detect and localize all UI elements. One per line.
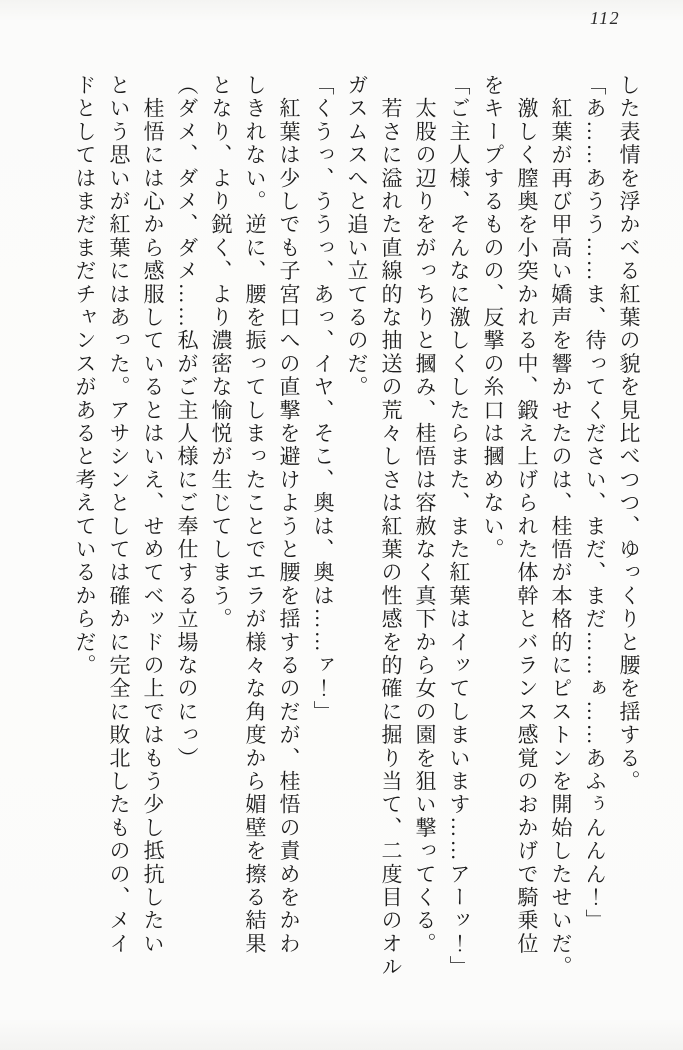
text-line: 桂悟には心から感服しているとはいえ、せめてベッドの上ではもう少し抵抗したい — [141, 74, 165, 956]
text-line: ドとしてはまだまだチャンスがあると考えているからだ。 — [73, 74, 97, 678]
text-line: 「くうっ、ううっ、あっ、イヤ、そこ、奥は、奥は……ァ！」 — [311, 74, 335, 724]
text-line: 紅葉が再び甲高い嬌声を響かせたのは、桂悟が本格的にピストンを開始したせいだ。 — [549, 74, 573, 979]
text-line: をキープするものの、反撃の糸口は摑めない。 — [481, 74, 505, 562]
text-line: （ダメ、ダメ、ダメ……私がご主人様にご奉仕する立場なのにっ） — [175, 74, 199, 770]
text-line: ガスムスへと追い立てるのだ。 — [345, 74, 369, 399]
text-line: 「あ……あうう……ま、待ってください、まだ、まだ……ぁ……あふぅんんん！」 — [583, 74, 607, 933]
text-line: 激しく膣奥を小突かれる中、鍛え上げられた体幹とバランス感覚のおかげで騎乗位 — [515, 74, 539, 956]
text-line: となり、より鋭く、より濃密な愉悦が生じてしまう。 — [209, 74, 233, 631]
text-line: 太股の辺りをがっちりと摑み、桂悟は容赦なく真下から女の園を狙い撃ってくる。 — [413, 74, 437, 956]
page-text — [68, 74, 646, 999]
text-line: 「ご主人様、そんなに激しくしたらまた、また紅葉はイッてしまいます……アーッ！」 — [447, 74, 471, 979]
text-line: という思いが紅葉にはあった。アサシンとしては確かに完全に敗北したものの、メイ — [107, 74, 131, 956]
text-line: 紅葉は少しでも子宮口への直撃を避けようと腰を揺するのだが、桂悟の責めをかわ — [277, 74, 301, 956]
text-line: 若さに溢れた直線的な抽送の荒々しさは紅葉の性感を的確に掘り当て、二度目のオル — [379, 74, 403, 979]
text-line: した表情を浮かべる紅葉の貌を見比べつつ、ゆっくりと腰を揺する。 — [617, 74, 641, 794]
page-number: 112 — [590, 8, 621, 28]
text-line: しきれない。逆に、腰を振ってしまったことでエラが様々な角度から媚壁を擦る結果 — [243, 74, 267, 956]
